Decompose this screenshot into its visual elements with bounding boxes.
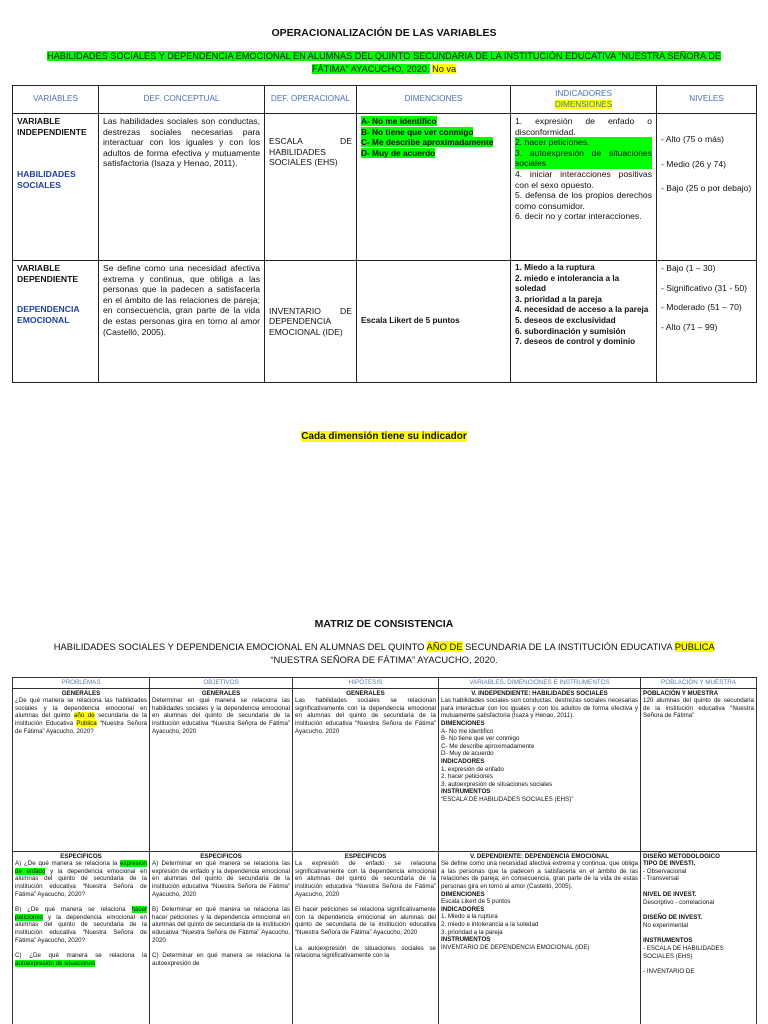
m-diseno-title: DISEÑO METODOLOGICO — [643, 852, 720, 860]
m-header-poblacion: POBLACIÓN Y MUESTRA — [641, 678, 757, 689]
consistency-matrix — [12, 677, 757, 1024]
m-var-ind-ind-3: 3. autoexpresión de situaciones sociales — [441, 780, 553, 788]
m-instr-1: - ESCALA DE HABILIDADES SOCIALES (EHS) — [643, 944, 724, 960]
m-prob-c: C) ¿De qué manera se relaciona la autoexpresión de situaciones — [15, 952, 147, 967]
m-var-dep-dims: Escala Likert de 5 puntos — [441, 898, 511, 906]
header-conceptual: DEF. CONCEPTUAL — [99, 86, 265, 114]
m-instr-label: INSTRUMENTOS — [643, 937, 693, 945]
row1-variable — [13, 114, 99, 261]
m-pob-title: POBLACIÓN Y MUESTRA — [643, 689, 719, 697]
m-var-ind-dim-3: C- Me describe aproximadamente — [441, 742, 535, 750]
row1-niv-1: - Alto (75 o más) — [661, 134, 725, 144]
matrix-subtitle-b: SECUNDARIA DE LA INSTITUCIÓN EDUCATIVA — [462, 641, 675, 652]
row2-ind-1: 1. Miedo a la ruptura — [515, 263, 595, 272]
m-prob-esp-label: ESPECIFICOS — [60, 852, 102, 860]
note-line — [0, 431, 768, 442]
m-var-ind-ind-2: 2. hacer peticiones — [441, 773, 493, 781]
m-obj-gen-text: Determinar en qué manera se relaciona las habilidades sociales y la dependencia emocional en alumnas del quinto de secundaria de la institución educativa “Nuestra Señora de Fátima” Ayacucho, 2020 — [152, 697, 290, 735]
row2-operacional: INVENTARIO DE DEPENDENCIA EMOCIONAL (IDE) — [265, 261, 357, 383]
m-tipo-2: - Transversal — [643, 875, 679, 883]
m-hip-c: La autoexpresión de situaciones sociales se relaciona significativamente con la — [295, 944, 436, 960]
subtitle-text: HABILIDADES SOCIALES Y DEPENDENCIA EMOCIONAL EN ALUMNAS DEL QUINTO SECUNDARIA DE LA INSTITUCIÓN EDUCATIVA “NUESTRA SEÑORA DE FÁTIMA” AYACUCHO, 2020. — [47, 51, 721, 74]
m-objetivos-especificos — [150, 851, 293, 1024]
m-header-problemas: PROBLEMAS — [13, 678, 150, 689]
matrix-title: MATRIZ DE CONSISTENCIA — [314, 618, 454, 630]
row2-niveles — [657, 261, 757, 383]
m-var-independiente — [439, 688, 641, 851]
m-hipotesis-especificas — [293, 851, 439, 1024]
header-dimensiones: DIMENCIONES — [357, 86, 511, 114]
row1-dim-b: B- No tiene que ver conmigo — [361, 126, 474, 137]
row1-ind-5: 5. defensa de los propios derechos como consumidor. — [515, 190, 652, 211]
row1-ind-6: 6. decir no y cortar interacciones. — [515, 211, 642, 222]
row1-ind-2: 2. hacer peticiones. — [515, 137, 652, 148]
m-diseno — [641, 851, 757, 1024]
m-var-ind-dim-1: A- No me identifico — [441, 727, 494, 735]
matrix-subtitle-hl1: AÑO DE — [426, 641, 463, 652]
matrix-subtitle-a: HABILIDADES SOCIALES Y DEPENDENCIA EMOCIONAL EN ALUMNAS DEL QUINTO — [53, 641, 427, 652]
m-tipo-label: TIPO DE INVESTI. — [643, 860, 696, 868]
m-tipo-1: - Observacional — [643, 867, 687, 875]
row1-conceptual: Las habilidades sociales son conductas, destrezas sociales necesarias para interactuar con los iguales y con los adultos de forma efectiva y mutuamente satisfactoria (Isaza y Henao, 2011). — [99, 114, 265, 261]
row2-niv-3: - Moderado (51 – 70) — [661, 302, 742, 313]
row1-niv-3: - Bajo (25 o por debajo) — [661, 183, 752, 194]
m-nivel-label: NIVEL DE INVEST. — [643, 890, 697, 898]
m-var-dependiente — [439, 851, 641, 1024]
m-var-ind-instr: “ESCALA DE HABILIDADES SOCIALES (EHS)” — [441, 795, 574, 803]
m-diseno-label: DISEÑO DE INVEST. — [643, 914, 703, 922]
m-instr-2: - INVENTARIO DE — [643, 968, 695, 976]
m-var-dep-def: Se define como una necesidad afectiva extrema y continua, que obliga a las personas que la padecen a satisfacerla en el ámbito de las relaciones de pareja; en consecuencia, gran parte de la vida de estas personas gira en torno al amor (Castelló, 2005). — [441, 860, 638, 890]
m-header-hipotesis: HIPÓTESIS — [293, 678, 439, 689]
row2-niv-1: - Bajo (1 – 30) — [661, 263, 716, 273]
m-var-ind-ind-label: INDICADORES — [441, 757, 485, 765]
m-obj-c: C) Determinar en qué manera se relaciona la autoexpresión de — [152, 952, 290, 967]
m-var-dep-ind-1: 1. Miedo a la ruptura — [441, 913, 498, 921]
note-text: Cada dimensión tiene su indicador — [301, 431, 467, 442]
m-obj-gen-label: GENERALES — [201, 689, 241, 697]
m-prob-gen-label: GENERALES — [61, 689, 101, 697]
header-variables: VARIABLES — [13, 86, 99, 114]
m-prob-a: A) ¿De qué manera se relaciona la expresión de enfado y la dependencia emocional en alumnas del quinto de secundaria de la institución educativa “Nuestra Señora de Fátima” Ayacucho, 2020? — [15, 860, 147, 898]
row2-niv-2: - Significativo (31 - 50) — [661, 282, 747, 293]
m-var-dep-instr: INVENTARIO DE DEPENDENCIA EMOCIONAL (IDE) — [441, 943, 590, 951]
m-var-dep-title: V. DEPENDIENTE: DEPENDENCIA EMOCIONAL — [469, 852, 610, 860]
header-indicadores-label: INDICADORES — [555, 88, 612, 98]
row2-ind-3: 3. prioridad a la pareja — [515, 294, 602, 304]
m-var-dep-ind-3: 3. prioridad a la pareja — [441, 928, 503, 936]
row1-niv-2: - Medio (26 y 74) — [661, 158, 726, 169]
header-indicadores — [511, 86, 657, 114]
row1-niveles — [657, 114, 757, 261]
m-prob-gen-hl: año de — [73, 712, 95, 720]
header-indicadores-sub: DIMENSIONES — [554, 99, 613, 109]
row2-niv-4: - Alto (71 – 99) — [661, 321, 718, 332]
m-hip-gen-text: Las habilidades sociales se relacionan significativamente con la dependencia emocional en alumnas del quinto de secundaria de la institución educativa “Nuestra Señora de Fátima” Ayacucho, 2020 — [295, 697, 436, 735]
row2-ind-2: 2. miedo e intolerancia a la soledad — [515, 273, 620, 294]
m-diseno-text: No experimental — [643, 921, 689, 929]
m-var-ind-ind-1: 1. expresión de enfado — [441, 765, 504, 773]
m-prob-gen-a: ¿De qué manera se relaciona las habilidades sociales y la dependencia emocional en alumnas del quinto — [15, 697, 147, 720]
operationalization-table — [12, 85, 757, 383]
row1-ind-4: 4. iniciar interacciones positivas con el sexo opuesto. — [515, 168, 652, 190]
m-var-ind-instr-label: INSTRUMENTOS — [441, 788, 491, 796]
row1-dim-c: C- Me describe aproximadamente — [361, 137, 494, 147]
header-niveles: NIVELES — [657, 86, 757, 114]
row2-indicadores — [511, 261, 657, 383]
row1-ind-3: 3. autoexpresión de situaciones sociales — [515, 147, 652, 169]
m-var-dep-instr-label: INSTRUMENTOS — [441, 936, 491, 944]
m-obj-esp-label: ESPECIFICOS — [200, 852, 242, 860]
m-header-variables: VARIABLES, DIMENCIONES E INSTRUMENTOS — [439, 678, 641, 689]
m-var-ind-dim-4: D- Muy de acuerdo — [441, 750, 494, 758]
m-pob-text: 120 alumnas del quinto de secundaria de la institución educativa “Nuestra Señora de Fátima” — [643, 697, 754, 720]
row2-variable-type: VARIABLE DEPENDIENTE — [17, 263, 79, 284]
m-var-ind-def: Las habilidades sociales son conductas, destrezas sociales necesarias para interactuar con los iguales y con los adultos de forma efectiva y mutuamente satisfactoria (Isaza y Henao, 2011). — [441, 697, 638, 720]
m-var-ind-title: V. INDEPENDIENTE: HABILIDADES SOCIALES — [471, 689, 608, 697]
matrix-subtitle-c: “NUESTRA SEÑORA DE FÁTIMA” AYACUCHO, 2020. — [270, 654, 498, 665]
row2-variable-name: DEPENDENCIA EMOCIONAL — [17, 304, 80, 325]
m-poblacion — [641, 688, 757, 851]
row1-dim-d: D- Muy de acuerdo — [361, 147, 436, 158]
header-operacional: DEF. OPERACIONAL — [265, 86, 357, 114]
row1-variable-type: VARIABLE INDEPENDIENTE — [17, 116, 87, 137]
m-objetivo-general — [150, 688, 293, 851]
document-subtitle — [40, 50, 728, 76]
row2-variable — [13, 261, 99, 383]
m-prob-gen-hl2: Publica — [76, 719, 97, 727]
subtitle-note: No va — [432, 64, 457, 74]
m-hip-esp-label: ESPECIFICOS — [344, 852, 387, 860]
row1-variable-name: HABILIDADES SOCIALES — [17, 169, 76, 190]
m-var-dep-ind-2: 2. miedo e intolerancia a la soledad — [441, 920, 539, 928]
matrix-subtitle-hl2: PUBLICA — [674, 641, 715, 652]
m-hip-a: La expresión de enfado se relaciona significativamente con la dependencia emocional en alumnas del quinto de secundaria de la institución educativa “Nuestra Señora de Fátima” Ayacucho, 2020 — [295, 860, 436, 898]
row2-dimensiones: Escala Likert de 5 puntos — [357, 261, 511, 383]
m-prob-gen-b: secundaria de la institución Educativa — [15, 712, 147, 727]
row2-ind-7: 7. deseos de control y dominio — [515, 337, 636, 347]
m-problemas-especificos — [13, 851, 150, 1024]
row2-ind-4: 4. necesidad de acceso a la pareja — [515, 305, 649, 315]
m-hipotesis-general — [293, 688, 439, 851]
row2-conceptual: Se define como una necesidad afectiva extrema y continua, que obliga a las personas que la padecen a satisfacerla en el ámbito de las relaciones de pareja; en consecuencia, gran parte de la vida de estas personas gira en torno al amor (Castelló, 2005). — [99, 261, 265, 383]
m-var-ind-dim-2: B- No tiene que ver conmigo — [441, 735, 520, 743]
m-obj-b: B) Determinar en qué manera se relaciona las hacer peticiones y la dependencia emocional en alumnas del quinto de secundaria de la institución educativa “Nuestra Señora de Fátima” Ayacucho, 2020 — [152, 906, 290, 944]
m-nivel-text: Descriptivo - correlacional — [643, 898, 715, 906]
row1-operacional: ESCALA DE HABILIDADES SOCIALES (EHS) — [265, 114, 357, 261]
row1-indicadores — [511, 114, 657, 261]
m-hip-b: El hacer peticiones se relaciona significativamente con la dependencia emocional en alumnas del quinto de secundaria de la institución educativa “Nuestra Señora de Fátima” Ayacucho, 2020 — [295, 906, 436, 936]
row2-ind-6: 6. subordinación y sumisión — [515, 326, 626, 336]
row2-ind-5: 5. deseos de exclusividad — [515, 315, 616, 325]
m-var-dep-dim-label: DIMENCIONES — [441, 890, 485, 898]
row1-ind-1: 1. expresión de enfado o disconformidad. — [515, 116, 652, 137]
m-header-objetivos: OBJETIVOS — [150, 678, 293, 689]
m-obj-a: A) Determinar en qué manera se relaciona las expresión de enfado y la dependencia emocional en alumnas del quinto de secundaria de la institución educativa “Nuestra Señora de Fátima” Ayacucho, 2020 — [152, 860, 290, 898]
m-prob-b: B) ¿De qué manera se relaciona hacer peticiones y la dependencia emocional en alumnas del quinto de secundaria de la institución educativa “Nuestra Señora de Fátima” Ayacucho, 2020? — [15, 906, 147, 944]
row1-dimensiones — [357, 114, 511, 261]
page-title: OPERACIONALIZACIÓN DE LAS VARIABLES — [271, 27, 497, 39]
m-problema-general — [13, 688, 150, 851]
m-var-ind-dim-label: DIMENCIONES — [441, 719, 485, 727]
matrix-subtitle — [40, 640, 728, 666]
m-prob-gen-c: “Nuestra Señora de Fátima” Ayacucho, 2020? — [15, 719, 147, 735]
m-hip-gen-label: GENERALES — [346, 689, 385, 697]
m-var-dep-ind-label: INDICADORES — [441, 905, 485, 913]
row1-dim-a: A- No me identifico — [361, 116, 437, 126]
